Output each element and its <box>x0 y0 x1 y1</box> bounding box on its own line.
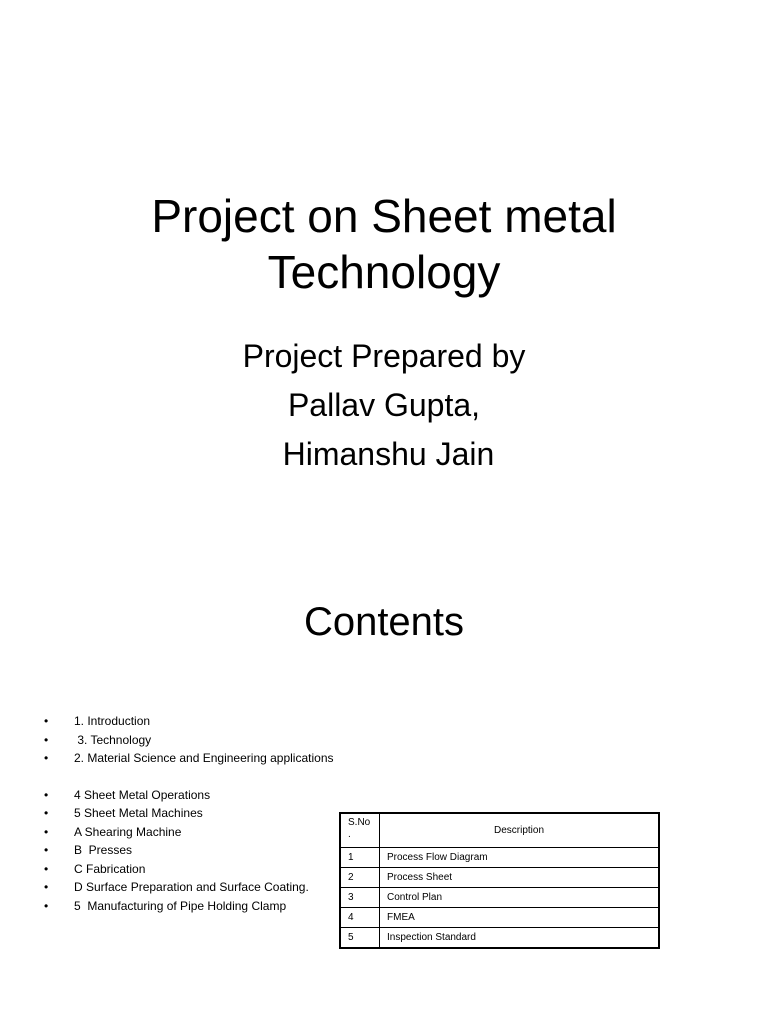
list-item: • D Surface Preparation and Surface Coating. <box>0 878 334 897</box>
table-row <box>340 928 659 949</box>
list-item: • B Presses <box>0 841 334 860</box>
cell-sno: 3 <box>340 888 380 908</box>
table-row <box>340 888 659 908</box>
bullet-icon: • <box>44 880 49 894</box>
list-item: • C Fabrication <box>0 860 334 879</box>
cell-sno: 1 <box>340 848 380 868</box>
author-1: Pallav Gupta, <box>287 387 481 423</box>
table-header-row <box>340 813 659 848</box>
header-description: Description <box>380 813 660 848</box>
list-item: • A Shearing Machine <box>0 823 334 842</box>
contents-list <box>0 712 334 915</box>
cell-description: Process Sheet <box>380 868 660 888</box>
bullet-icon: • <box>44 824 49 839</box>
table-row <box>340 848 659 868</box>
deliverables-table <box>339 812 660 949</box>
list-item: • 3. Technology <box>0 731 334 750</box>
bullet-icon: • <box>44 806 49 820</box>
bullet-icon: • <box>44 898 49 913</box>
page-title <box>0 188 768 300</box>
bullet-icon: • <box>44 751 49 765</box>
list-item: • 4 Sheet Metal Operations <box>0 786 334 805</box>
header-sno: S.No . <box>340 813 380 848</box>
cell-description: Inspection Standard <box>380 928 660 949</box>
cell-sno: 5 <box>340 928 380 949</box>
title-line-1: Project on Sheet metal <box>151 190 617 242</box>
list-item: • 5 Sheet Metal Machines <box>0 804 334 823</box>
cell-sno: 4 <box>340 908 380 928</box>
contents-heading: Contents <box>303 600 465 644</box>
list-item: • 1. Introduction <box>0 712 334 731</box>
list-item: • 2. Material Science and Engineering applications <box>0 749 334 768</box>
table-row <box>340 868 659 888</box>
bullet-icon: • <box>44 732 49 747</box>
prepared-by-block <box>0 332 768 479</box>
table-row <box>340 908 659 928</box>
cell-description: Control Plan <box>380 888 660 908</box>
prepared-by-label: Project Prepared by <box>242 338 526 374</box>
title-line-2: Technology <box>267 246 501 298</box>
bullet-icon: • <box>44 843 49 857</box>
cell-sno: 2 <box>340 868 380 888</box>
list-item: • 5 Manufacturing of Pipe Holding Clamp <box>0 897 334 916</box>
cell-description: FMEA <box>380 908 660 928</box>
bullet-icon: • <box>44 861 49 876</box>
author-2: Himanshu Jain <box>273 436 495 472</box>
bullet-icon: • <box>44 787 49 802</box>
bullet-icon: • <box>44 714 49 728</box>
cell-description: Process Flow Diagram <box>380 848 660 868</box>
